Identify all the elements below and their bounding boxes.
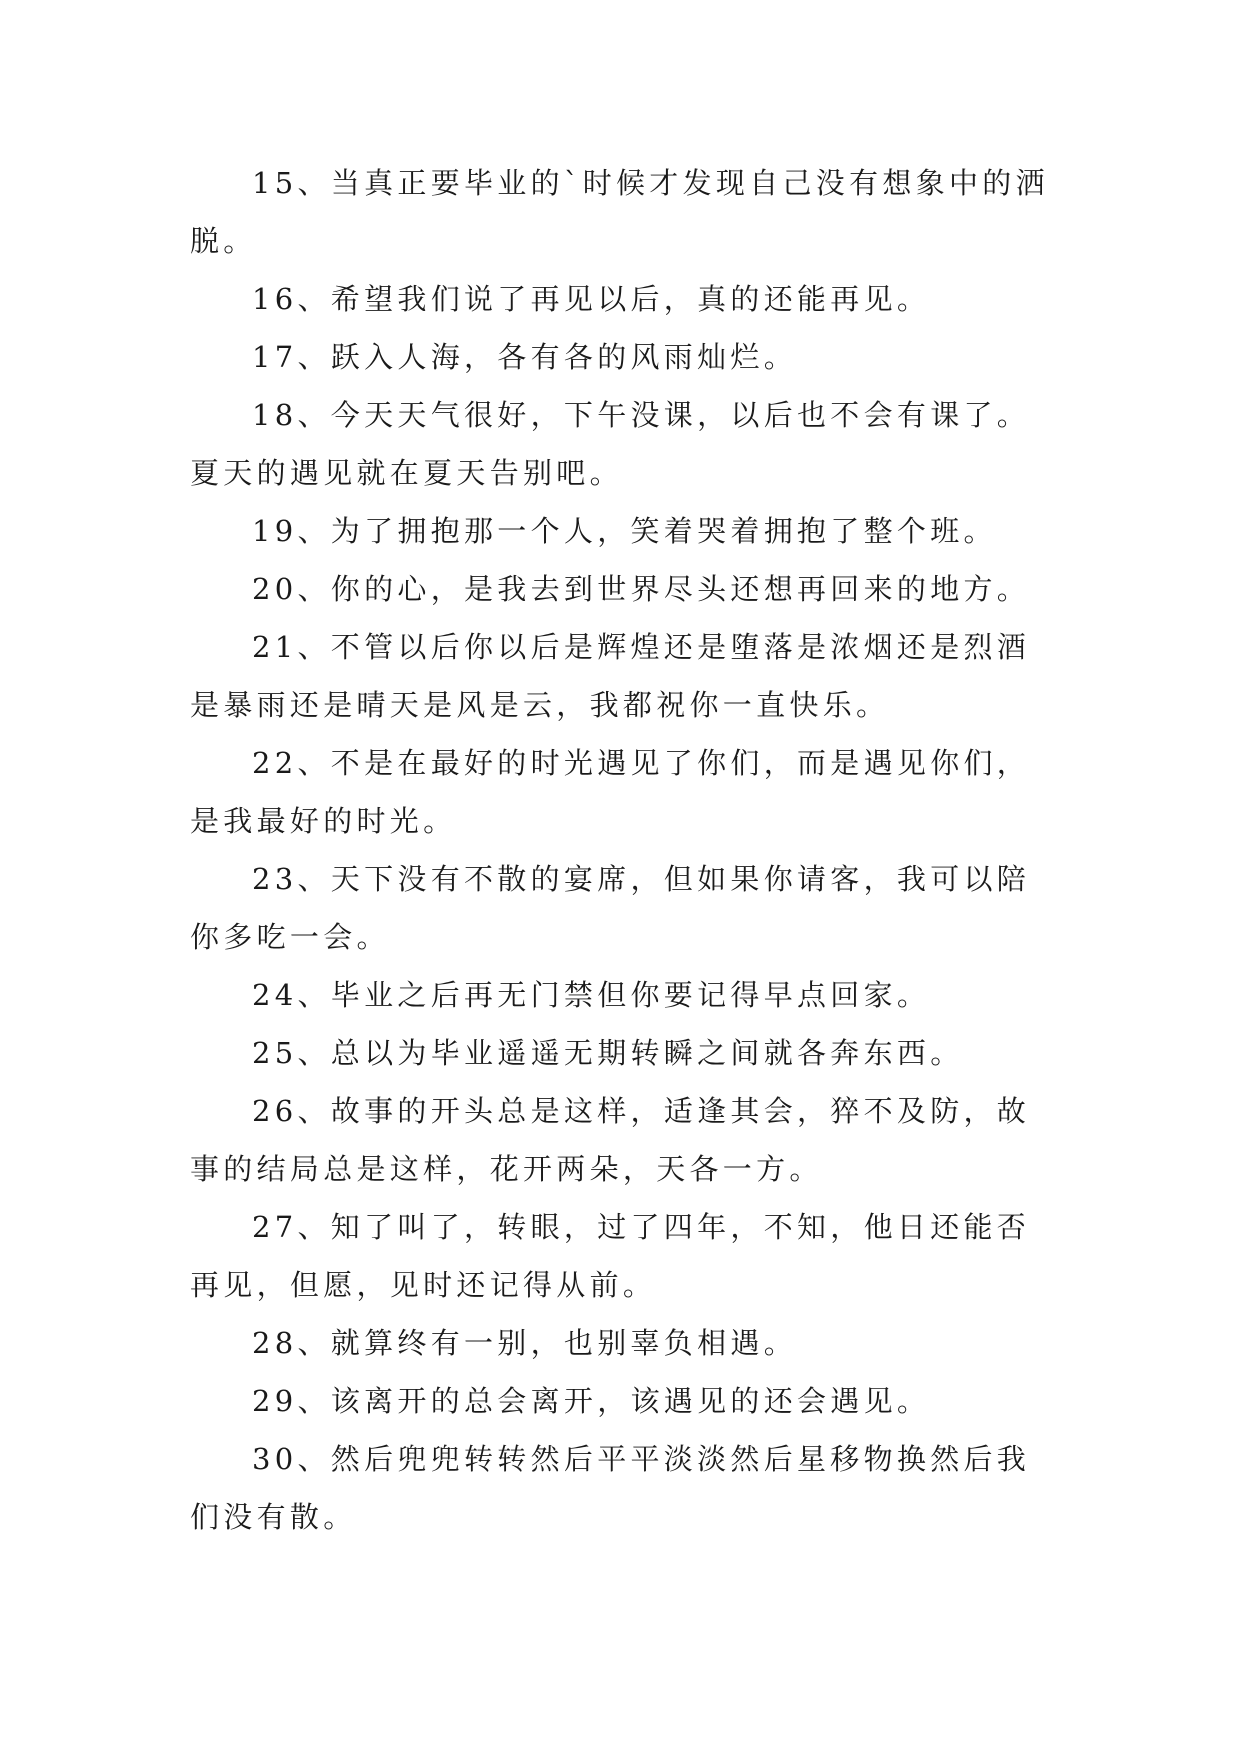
- paragraph-26: 26、故事的开头总是这样，适逢其会，猝不及防，故事的结局总是这样，花开两朵，天各一方。: [190, 1094, 1031, 1186]
- paragraph-18: 18、今天天气很好，下午没课，以后也不会有课了。夏天的遇见就在夏天告别吧。: [190, 398, 1031, 490]
- paragraph-16: 16、希望我们说了再见以后，真的还能再见。: [252, 282, 931, 316]
- paragraph-27: 27、知了叫了，转眼，过了四年，不知，他日还能否再见，但愿，见时还记得从前。: [190, 1210, 1031, 1302]
- document-body: [190, 154, 1060, 1546]
- paragraph-17: 17、跃入人海，各有各的风雨灿烂。: [252, 340, 798, 374]
- paragraph-30: 30、然后兜兜转转然后平平淡淡然后星移物换然后我们没有散。: [190, 1442, 1031, 1534]
- paragraph-22: 22、不是在最好的时光遇见了你们，而是遇见你们，是我最好的时光。: [190, 746, 1031, 838]
- paragraph-15: 15、当真正要毕业的`时候才发现自己没有想象中的洒脱。: [190, 166, 1049, 258]
- paragraph-28: 28、就算终有一别，也别辜负相遇。: [252, 1326, 798, 1360]
- paragraph-20: 20、你的心，是我去到世界尽头还想再回来的地方。: [252, 572, 1031, 606]
- paragraph-23: 23、天下没有不散的宴席，但如果你请客，我可以陪你多吃一会。: [190, 862, 1031, 954]
- paragraph-25: 25、总以为毕业遥遥无期转瞬之间就各奔东西。: [252, 1036, 964, 1070]
- paragraph-19: 19、为了拥抱那一个人，笑着哭着拥抱了整个班。: [252, 514, 997, 548]
- paragraph-24: 24、毕业之后再无门禁但你要记得早点回家。: [252, 978, 931, 1012]
- paragraph-21: 21、不管以后你以后是辉煌还是堕落是浓烟还是烈酒是暴雨还是晴天是风是云，我都祝你一直快乐。: [190, 630, 1031, 722]
- paragraph-29: 29、该离开的总会离开，该遇见的还会遇见。: [252, 1384, 931, 1418]
